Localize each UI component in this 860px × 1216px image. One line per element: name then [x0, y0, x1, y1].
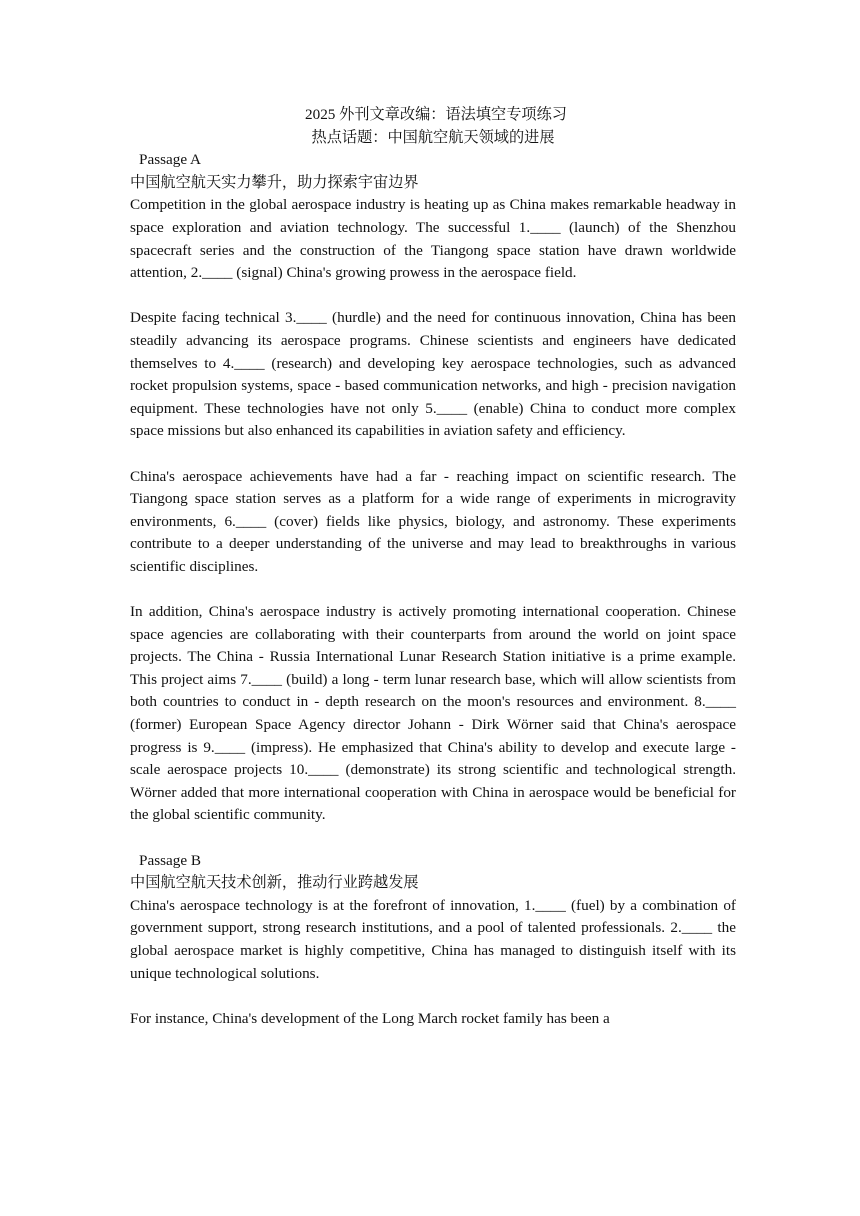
passage-b-heading: 中国航空航天技术创新，推动行业跨越发展	[130, 874, 419, 892]
document-title: 2025 外刊文章改编：语法填空专项练习	[305, 106, 567, 123]
passage-b-label: Passage B	[139, 851, 202, 869]
passage-a-paragraph-4: In addition, China's aerospace industry is actively promoting international cooperation. Chinese space agencies are collaborating with their counterparts from around the world on joint space projects. The China - Russia International Lunar Research Station initiative is a prime example. This project aims 7.____ (build) a long - term lunar research base, which will allow scientists from both countries to conduct in - depth research on the moon's resources and environment. 8.____ (former) European Space Agency director Johann - Dirk Wörner said that China's aerospace progress is 9.____ (impress). He emphasized that China's ability to develop and execute large - scale aerospace projects 10.____ (demonstrate) its strong scientific and technological strength. Wörner added that more international cooperation with China in aerospace would be beneficial for the global scientific community.	[130, 603, 736, 824]
passage-b-paragraph-2: For instance, China's development of the Long March rocket family has been a	[130, 1009, 610, 1027]
passage-a-paragraph-3: China's aerospace achievements have had a far - reaching impact on scientific research. The Tiangong space station serves as a platform for a wide range of experiments in microgravity environments, 6.____ (cover) fields like physics, biology, and astronomy. These experiments contribute to a deeper understanding of the universe and may lead to breakthroughs in various scientific disciplines.	[130, 467, 736, 575]
document-page	[130, 104, 736, 1030]
passage-a-label: Passage A	[139, 151, 202, 169]
passage-a-paragraph-1: Competition in the global aerospace industry is heating up as China makes remarkable headway in space exploration and aviation technology. The successful 1.____ (launch) of the Shenzhou spacecraft series and the construction of the Tiangong space station have drawn worldwide attention, 2.____ (signal) China's growing prowess in the aerospace field.	[130, 196, 736, 282]
passage-a-paragraph-2: Despite facing technical 3.____ (hurdle) and the need for continuous innovation, China has been steadily advancing its aerospace programs. Chinese scientists and engineers have dedicated themselves to 4.____ (research) and developing key aerospace technologies, such as advanced rocket propulsion systems, space - based communication networks, and high - precision navigation equipment. These technologies have not only 5.____ (enable) China to conduct more complex space missions but also enhanced its capabilities in aviation safety and efficiency.	[130, 309, 736, 440]
passage-a-heading: 中国航空航天实力攀升，助力探索宇宙边界	[130, 173, 419, 191]
passage-b-paragraph-1: China's aerospace technology is at the forefront of innovation, 1.____ (fuel) by a combination of government support, strong research institutions, and a pool of talented professionals. 2.____ the global aerospace market is highly competitive, China has managed to distinguish itself with its unique technological solutions.	[130, 896, 736, 982]
document-subtitle: 热点话题：中国航空航天领域的进展	[311, 128, 555, 146]
